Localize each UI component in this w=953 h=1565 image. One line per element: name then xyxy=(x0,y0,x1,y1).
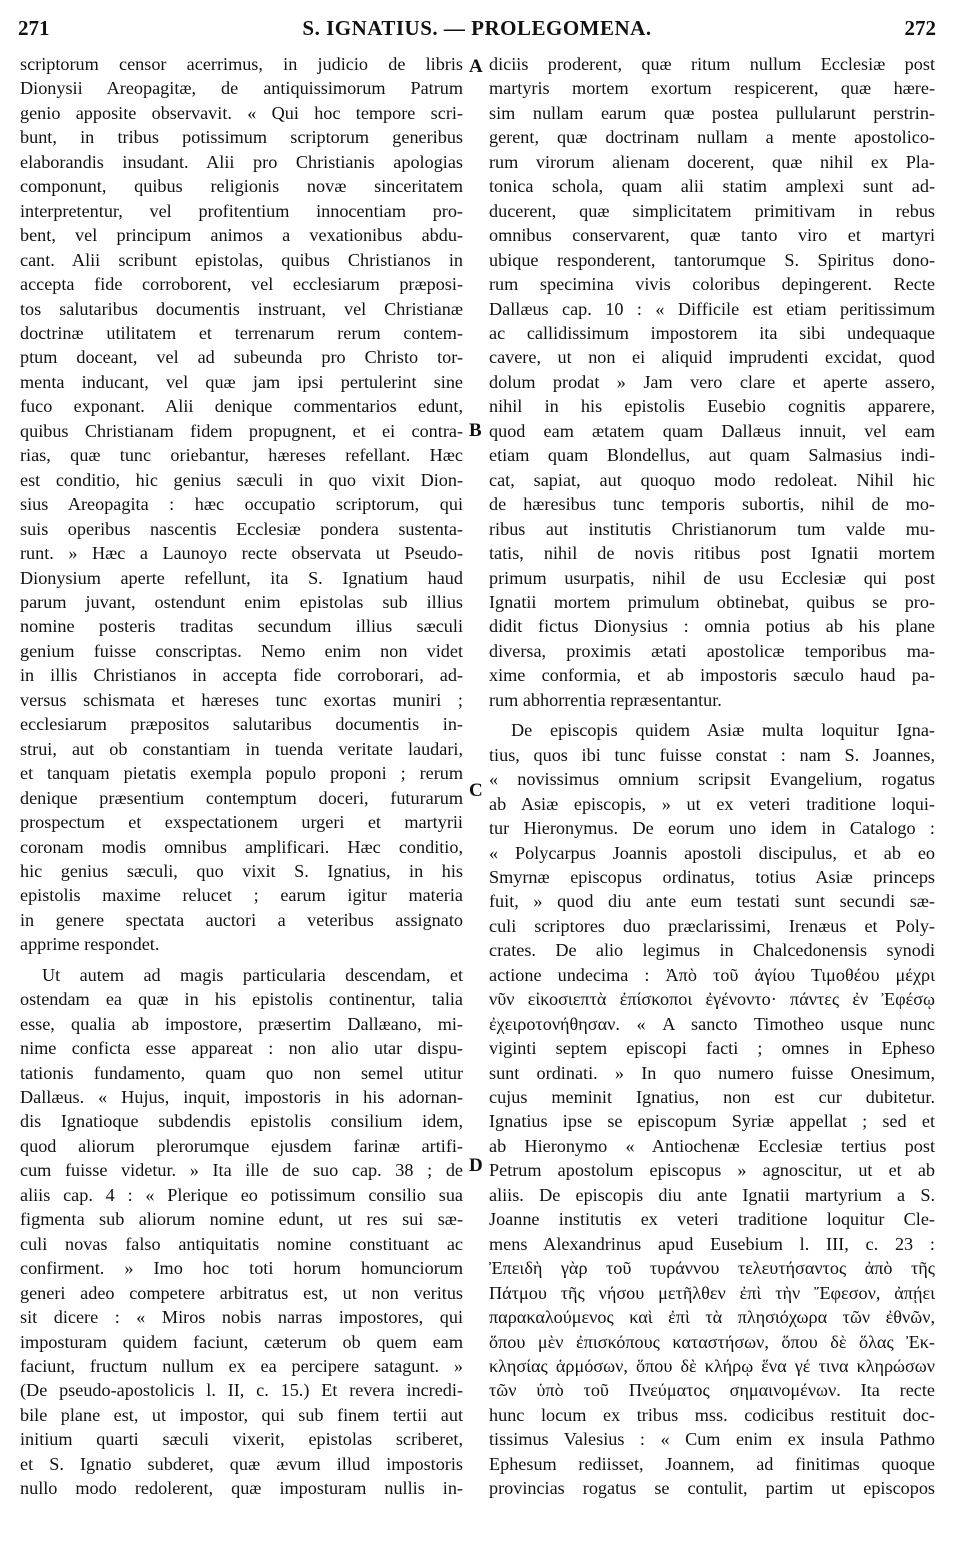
text-line: hic genius sæculi, quo vixit S. Ignatius, in his xyxy=(20,860,463,881)
text-line: provincias rogatus se contulit, partim ut episcopos xyxy=(489,1478,935,1499)
text-line: sit dicere : « Miros nobis narras impostores, qui xyxy=(20,1307,463,1328)
text-line: (De pseudo-apostolicis l. II, c. 15.) Et revera incredi- xyxy=(20,1380,463,1401)
text-line: cum fuisse videtur. » Ita ille de suo cap. 38 ; de xyxy=(20,1160,463,1181)
text-line: dis Ignatioque subdendis epistolis consilium idem, xyxy=(20,1111,463,1132)
text-line: tationis fundamento, quam quo non semel utitur xyxy=(20,1062,463,1083)
text-line: Πάτμου τῆς νήσου μετῆλθεν ἐπὶ τὴν Ἔφεσον, ἀπῄει xyxy=(489,1282,935,1303)
text-line: Dallæus. « Hujus, inquit, impostoris in his adornan- xyxy=(20,1087,463,1108)
text-line: ὅπου μὲν ἐπισκόπους καταστήσων, ὅπου δὲ ὅλας Ἐκ- xyxy=(489,1331,935,1352)
text-line: de hæresibus tunc temporis subortis, nihil de mo- xyxy=(489,494,935,515)
text-line: coronam modis omnibus amplificari. Hæc conditio, xyxy=(20,836,463,857)
text-line: diciis proderent, quæ ritum nullum Ecclesiæ post xyxy=(489,54,935,74)
text-line: diversa, proximis ætati apostolicæ temporibus ma- xyxy=(489,640,935,661)
text-line: etiam quam Blondellus, aut quam Salmasius indi- xyxy=(489,445,935,466)
text-line: « novissimus omnium scripsit Evangelium, rogatus xyxy=(489,769,935,790)
text-line: apprime respondet. xyxy=(20,934,160,955)
text-line: xime conformia, et ab impostoris sæculo haud pa- xyxy=(489,665,935,686)
page-title: S. IGNATIUS. — PROLEGOMENA. xyxy=(302,16,652,40)
text-line: parum juvant, ostendunt enim epistolas sub illius xyxy=(20,591,463,612)
text-line: παρακαλούμενος καὶ ἐπὶ τὰ πλησιόχωρα τῶν ἐθνῶν, xyxy=(489,1307,935,1328)
text-line: initium quarti sæculi vixerit, epistolas scriberet, xyxy=(20,1429,463,1450)
text-line: accepta fide corroborent, vel ecclesiarum præposi- xyxy=(20,274,463,295)
page-number-left: 271 xyxy=(18,16,50,40)
text-line: et tanquam pietatis exempla populo proponi ; rerum xyxy=(20,763,463,784)
margin-marker-b: B xyxy=(469,420,482,441)
text-line: Ἐπειδὴ γὰρ τοῦ τυράννου τελευτήσαντος ἀπὸ τῆς xyxy=(489,1258,935,1279)
text-line: ab Asiæ episcopis, » ut ex veteri traditione loqui- xyxy=(489,793,935,814)
running-head xyxy=(18,16,936,42)
text-line: actione undecima : Ἀπὸ τοῦ ἁγίου Τιμοθέου μέχρι xyxy=(489,964,935,985)
text-line: figmenta sub aliorum nomine edunt, ut res sui sæ- xyxy=(20,1209,463,1230)
text-line: denique præsentium contemptum doceri, futurarum xyxy=(20,787,463,808)
text-line: cant. Alii scribunt epistolas, quibus Christianos in xyxy=(20,249,463,270)
text-line: Dallæus cap. 10 : « Difficile est etiam peritissimum xyxy=(489,298,935,319)
page-number-right: 272 xyxy=(904,16,936,40)
text-line: mens Alexandrinus apud Eusebium l. III, c. 23 : xyxy=(489,1233,935,1254)
text-line: ptum doceant, vel ad subeunda pro Christo tor- xyxy=(20,347,463,368)
text-line: κλησίας ἁρμόσων, ὅπου δὲ κλήρῳ ἕνα γέ τινα κληρώσων xyxy=(489,1356,935,1377)
text-line: ab Hieronymo « Antiochenæ Ecclesiæ tertius post xyxy=(489,1135,935,1156)
text-line: ἐχειροτονήθησαν. « A sancto Timotheo usque nunc xyxy=(489,1013,935,1034)
text-line: Ignatii mortem primulum obtinebat, quibus se pro- xyxy=(489,591,935,612)
text-line: nime conficta esse appareat : non alio utar dispu- xyxy=(20,1038,463,1059)
text-line: Ephesum rediisset, Joannem, ad finitimas quoque xyxy=(489,1453,935,1474)
text-line: est conditio, hic genius sæculi in quo vixit Dion- xyxy=(20,469,463,490)
text-line: tius, quos ibi tunc fuisse constat : nam S. Joannes, xyxy=(489,744,935,765)
text-line: tos salutaribus documentis instruant, vel Christianæ xyxy=(20,298,463,319)
text-line: interpretentur, vel profitentium innocentiam pro- xyxy=(20,200,463,221)
text-line: hunc locum ex tribus mss. codicibus restituit doc- xyxy=(489,1404,935,1425)
text-line: martyris mortem exortum respicerent, quæ hære- xyxy=(489,78,935,99)
text-line: viginti septem episcopi facti ; omnes in Epheso xyxy=(489,1038,935,1059)
text-line: nihil in his epistolis Eusebio cognitis apparere, xyxy=(489,396,935,417)
text-line: bent, vel principum animos a vexationibus abdu- xyxy=(20,225,463,246)
text-line: imposturam quidem faciunt, cæterum ob quem eam xyxy=(20,1331,463,1352)
text-line: genio apposite observavit. « Qui hoc tempore scri- xyxy=(20,102,463,123)
text-line: componunt, quibus religionis novæ sinceritatem xyxy=(20,176,463,197)
text-line: rum virorum alienam docerent, quæ nihil ex Pla- xyxy=(489,151,935,172)
text-line: sunt ordinati. » In quo numero fuisse Onesimum, xyxy=(489,1062,935,1083)
text-line: bunt, in tribus potissimum scriptorum generibus xyxy=(20,127,463,148)
text-line: tonica schola, quam alii statim amplexi sunt ad- xyxy=(489,176,935,197)
text-line: in illis Christianos in accepta fide corroborari, ad- xyxy=(20,665,463,686)
text-line: omnibus conservarent, quæ tanto viro et martyri xyxy=(489,225,935,246)
text-line: νῦν εἰκοσιεπτὰ ἐπίσκοποι ἐγένοντο· πάντες ἐν Ἐφέσῳ xyxy=(489,989,935,1010)
text-line: Smyrnæ episcopus ordinatus, totius Asiæ princeps xyxy=(489,866,935,887)
text-line: tissimus Valesius : « Cum enim ex insula Pathmo xyxy=(489,1429,935,1450)
text-line: Dionysium aperte refellunt, ita S. Ignatium haud xyxy=(20,567,463,588)
text-line: quod eam ætatem quam Dallæus innuit, vel eam xyxy=(489,420,935,441)
text-line: rias, quæ tunc oriebantur, hæreses refellant. Hæc xyxy=(20,445,463,466)
text-line: primum usurpatis, nihil de usu Ecclesiæ qui post xyxy=(489,567,935,588)
text-line: nomine posteris traditas secundum illius sæculi xyxy=(20,616,463,637)
text-line: cujus meminit Ignatius, non est cur dubitetur. xyxy=(489,1087,935,1108)
left-column xyxy=(20,52,463,1501)
text-line: culi novas falso antiquitatis nomine constituant ac xyxy=(20,1233,463,1254)
text-line: quibus Christianam fidem propugnent, et ei contra- xyxy=(20,420,463,441)
text-line: aliis. De episcopis diu ante Ignatii martyrium a S. xyxy=(489,1184,935,1205)
text-line: esse, qualia ab impostore, præsertim Dallæano, mi- xyxy=(20,1013,463,1034)
text-line: et S. Ignatio subderet, quæ ævum illud impostoris xyxy=(20,1453,463,1474)
text-line: generi adeo competere arbitratus est, ut non veritus xyxy=(20,1282,463,1303)
text-line: cat, sapiat, aut quoquo modo redoleat. Nihil hic xyxy=(489,469,935,490)
text-line: prospectum et exspectationem urgeri et martyrii xyxy=(20,812,463,833)
text-line: ac callidissimum impostorem ita sibi undequaque xyxy=(489,322,935,343)
text-line: menta inducant, vel quæ jam ipsi pertulerint sine xyxy=(20,371,463,392)
text-line: gerent, quæ doctrinam nullam a mente apostolico- xyxy=(489,127,935,148)
text-line: scriptorum censor acerrimus, in judicio de libris xyxy=(20,54,463,74)
text-line: ecclesiarum præpositos salutaribus documentis in- xyxy=(20,714,463,735)
text-line: strui, aut ob constantiam in tuenda veritate laudari, xyxy=(20,738,463,759)
text-line: didit fictus Dionysius : omnia potius ab his plane xyxy=(489,616,935,637)
margin-marker-d: D xyxy=(469,1155,483,1176)
text-line: confirment. » Imo hoc toti horum homunciorum xyxy=(20,1258,463,1279)
text-line: fuit, » quod diu ante eum testati sunt secundi sæ- xyxy=(489,891,935,912)
margin-marker-a: A xyxy=(469,56,483,77)
text-line: doctrinæ utilitatem et terrenarum rerum contem- xyxy=(20,322,463,343)
text-line: nullo modo redolerent, quæ imposturam nullis in- xyxy=(20,1478,463,1499)
text-line: De episcopis quidem Asiæ multa loquitur Igna- xyxy=(511,720,935,741)
text-line: ducerent, quæ simplicitatem primitivam in rebus xyxy=(489,200,935,221)
text-line: ribus aut institutis Christianorum tum valde mu- xyxy=(489,518,935,539)
text-line: sim nullam earum quæ postea pullularunt perstrin- xyxy=(489,102,935,123)
text-line: Joanne institutis ex veteri traditione loquitur Cle- xyxy=(489,1209,935,1230)
text-line: runt. » Hæc a Launoyo recte observata ut Pseudo- xyxy=(20,543,463,564)
text-line: Ignatius ipse se episcopum Syriæ appellat ; sed et xyxy=(489,1111,935,1132)
text-line: bile plane est, ut impostor, qui sub finem tertii aut xyxy=(20,1404,463,1425)
text-line: genium fuisse conscriptas. Nemo enim non videt xyxy=(20,640,463,661)
text-line: crates. De alio legimus in Chalcedonensis synodi xyxy=(489,940,935,961)
text-line: dolum prodat » Jam vero clare et aperte assero, xyxy=(489,371,935,392)
text-line: Dionysii Areopagitæ, de antiquissimorum Patrum xyxy=(20,78,463,99)
text-line: epistolis maxime relucet ; earum igitur materia xyxy=(20,885,463,906)
text-line: aliis cap. 4 : « Plerique eo potissimum consilio sua xyxy=(20,1184,463,1205)
text-line: ostendam ea quæ in his epistolis continentur, talia xyxy=(20,989,463,1010)
text-line: in genere spectata auctori a veteribus assignato xyxy=(20,909,463,930)
margin-marker-c: C xyxy=(469,780,483,801)
text-line: suis operibus nascentis Ecclesiæ pondera sustenta- xyxy=(20,518,463,539)
text-line: ubique responderent, tantorumque S. Spiritus dono- xyxy=(489,249,935,270)
text-line: culi scriptores duo præclarissimi, Irenæus et Poly- xyxy=(489,915,935,936)
right-column xyxy=(489,52,935,1501)
text-line: fuco exponant. Alii denique commentarios edunt, xyxy=(20,396,463,417)
text-line: τῶν ὑπὸ τοῦ Πνεύματος σημαινομένων. Ita recte xyxy=(489,1380,935,1401)
text-line: versus schismata et hæreses tunc exortas muniri ; xyxy=(20,689,463,710)
text-line: faciunt, fructum nullum ex ea percipere satagunt. » xyxy=(20,1356,463,1377)
text-line: sius Areopagita : hæc occupatio scriptorum, qui xyxy=(20,494,463,515)
text-line: elaborandis insudant. Alii pro Christianis apologias xyxy=(20,151,463,172)
text-line: tur Hieronymus. De eorum uno idem in Catalogo : xyxy=(489,818,935,839)
text-line: Petrum apostolum episcopus » agnoscitur, ut et ab xyxy=(489,1160,935,1181)
text-line: « Polycarpus Joannis apostoli discipulus, et ab eo xyxy=(489,842,935,863)
text-line: Ut autem ad magis particularia descendam, et xyxy=(42,964,463,985)
text-line: rum specimina vivis coloribus depingerent. Recte xyxy=(489,274,935,295)
text-line: tatis, nihil de novis ritibus post Ignatii mortem xyxy=(489,543,935,564)
text-line: cavere, ut non ei aliquid imprudenti excidat, quod xyxy=(489,347,935,368)
text-line: quod aliorum plerorumque ejusdem farinæ artifi- xyxy=(20,1135,463,1156)
text-line: rum abhorrentia repræsentantur. xyxy=(489,689,722,710)
